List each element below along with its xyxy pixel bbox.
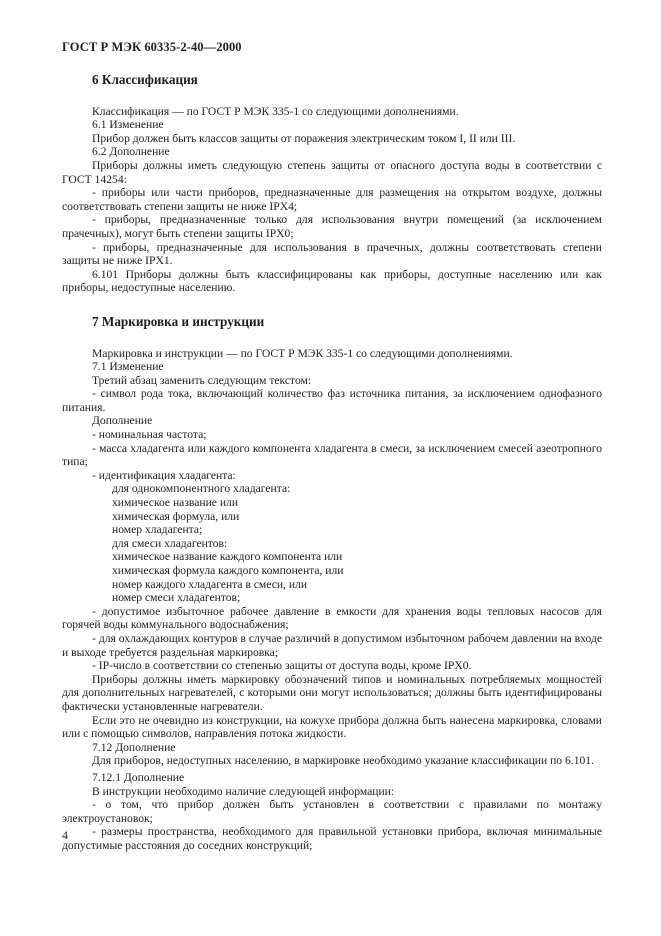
refrigerant-line: химическое название или [112,496,239,510]
paragraph: Если это не очевидно из конструкции, на кожухе прибора должна быть нанесена маркировка, словами или с помощью символов, направления потока жидкости. [62,713,602,741]
clause-6-2: 6.2 Дополнение [92,145,170,159]
section-7-heading: 7 Маркировка и инструкции [92,313,265,329]
refrigerant-line: номер хладагента; [112,523,203,537]
list-item: - размеры пространства, необходимого для правильной установки прибора, включая минимальные допустимые расстояния до соседних конструкций; [62,825,602,852]
page-number: 4 [62,828,68,842]
document-body [62,72,602,852]
document-header: ГОСТ Р МЭК 60335-2-40—2000 [62,40,242,54]
clause-6-1: 6.1 Изменение [92,118,164,132]
section-6-heading: 6 Классификация [92,72,198,87]
paragraph: Третий абзац заменить следующим текстом: [92,373,312,387]
refrigerant-line: химическая формула каждого компонента, или [112,564,344,577]
refrigerant-line: для смеси хладагентов: [112,536,228,550]
refrigerant-line: номер каждого хладагента в смеси, или [112,577,308,591]
list-item: - IP-число в соответствии со степенью защиты от доступа воды, кроме IPX0. [92,659,472,673]
paragraph: Приборы должны иметь маркировку обозначений типов и номинальных потребляемых мощностей для дополнительных нагревателей, с которыми они могут использоваться; должны быть идентифицированы фактически установленные нагреватели. [62,672,602,713]
clause-6-101: 6.101 Приборы должны быть классифицированы как приборы, доступные населению или как приборы, недоступные населению. [62,267,602,295]
list-item: - приборы, предназначенные для использования в прачечных, должны соответствовать степени защиты не ниже IPX1. [62,240,602,268]
paragraph: В инструкции необходимо наличие следующей информации: [92,784,395,798]
list-item: - приборы или части приборов, предназначенные для размещения на открытом воздухе, должны соответствовать степени защиты не ниже IPX4; [62,186,602,213]
clause-7-1: 7.1 Изменение [92,360,164,374]
paragraph: Приборы должны иметь следующую степень защиты от опасного доступа воды в соответствии с ГОСТ 14254: [62,158,602,186]
list-item: - для охлаждающих контуров в случае различий в допустимом избыточном рабочем давлении на входе и выходе требуется раздельная маркировка; [62,631,602,659]
refrigerant-line: номер смеси хладагентов; [112,591,241,605]
list-item: - символ рода тока, включающий количество фаз источника питания, за исключением однофазного питания. [62,387,602,414]
refrigerant-line: химическое название каждого компонента или [112,550,343,564]
paragraph: Для приборов, недоступных населению, в маркировке необходимо указание классификации по 6.101. [92,754,594,768]
paragraph: Классификация — по ГОСТ Р МЭК 335-1 со следующими дополнениями. [92,104,459,118]
list-item: - допустимое избыточное рабочее давление в емкости для хранения воды тепловых насосов для горячей воды коммунального водоснабжения; [62,604,602,632]
list-item: - идентификация хладагента: [92,468,236,482]
list-item: - приборы, предназначенные только для использования внутри помещений (за исключением прачечных), могут быть степени защиты IPX0; [62,213,602,240]
refrigerant-line: для однокомпонентного хладагента: [112,482,291,496]
list-item: - о том, что прибор должен быть установлен в соответствии с правилами по монтажу электроустановок; [62,798,602,825]
paragraph: Прибор должен быть классов защиты от поражения электрическим током I, II или III. [92,131,516,145]
refrigerant-line: химическая формула, или [112,509,240,523]
clause-7-12-1: 7.12.1 Дополнение [92,770,185,784]
list-item: - масса хладагента или каждого компонента хладагента в смеси, за исключением смесей азеотропного типа; [62,441,602,469]
paragraph: Маркировка и инструкции — по ГОСТ Р МЭК 335-1 со следующими дополнениями. [92,346,513,360]
addition-label: Дополнение [92,414,153,428]
list-item: - номинальная частота; [92,428,207,442]
clause-7-12: 7.12 Дополнение [92,740,176,754]
